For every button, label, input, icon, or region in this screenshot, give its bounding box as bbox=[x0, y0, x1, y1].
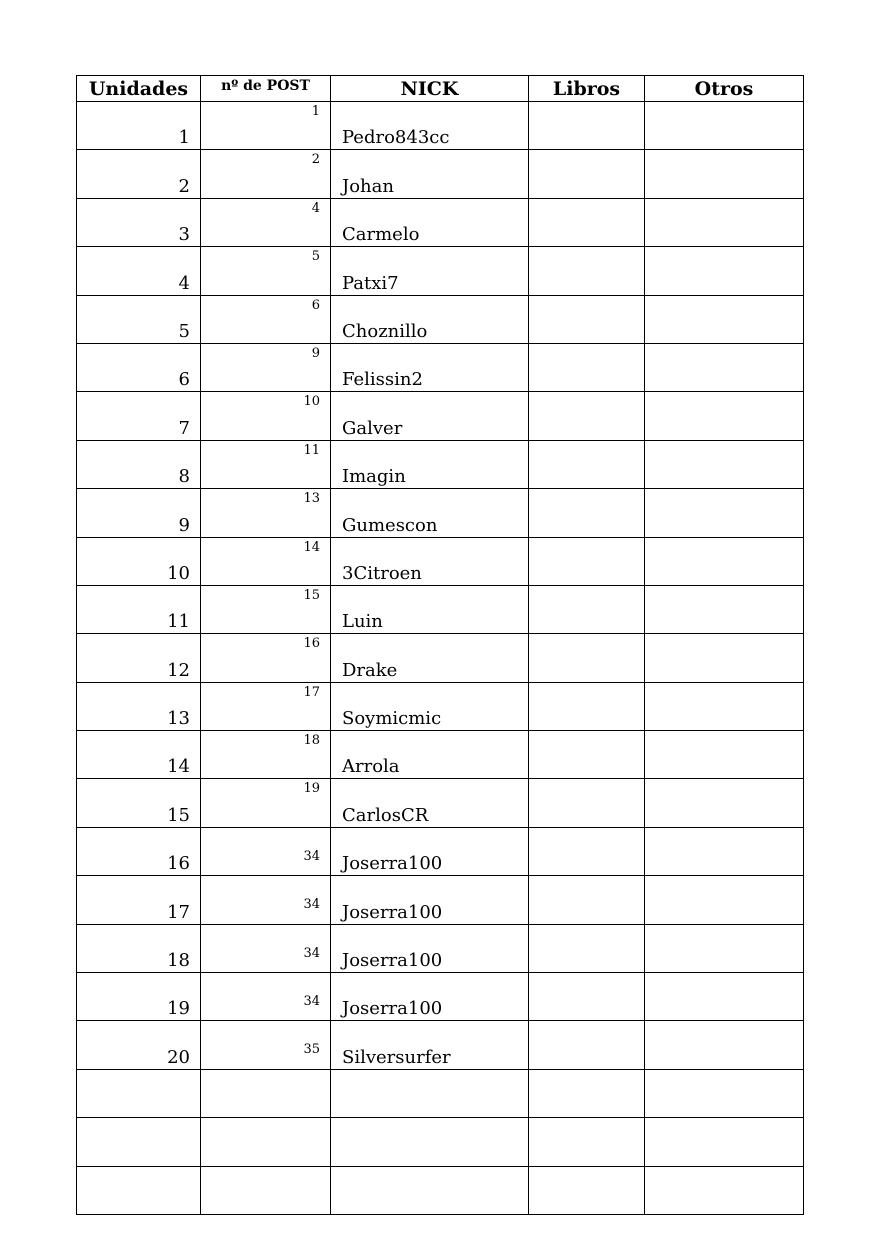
post-number: 5 bbox=[311, 249, 320, 265]
libros-cell bbox=[529, 1021, 645, 1069]
post-cell bbox=[201, 440, 331, 488]
table-row bbox=[77, 150, 804, 198]
table-row bbox=[77, 489, 804, 537]
table-row bbox=[77, 924, 804, 972]
post-cell bbox=[201, 1021, 331, 1069]
unit-cell: 8 bbox=[77, 440, 201, 488]
nick-cell bbox=[331, 1118, 529, 1166]
otros-cell bbox=[645, 924, 804, 972]
header-post: nº de POST bbox=[201, 76, 331, 102]
table-row bbox=[77, 102, 804, 150]
otros-cell bbox=[645, 489, 804, 537]
table-row bbox=[77, 585, 804, 633]
post-number: 4 bbox=[311, 200, 320, 216]
unit-cell: 15 bbox=[77, 779, 201, 827]
nick-cell bbox=[331, 1069, 529, 1117]
libros-cell bbox=[529, 489, 645, 537]
otros-cell bbox=[645, 682, 804, 730]
nick-cell: Drake bbox=[331, 634, 529, 682]
header-nick: NICK bbox=[331, 76, 529, 102]
nick-cell: Joserra100 bbox=[331, 973, 529, 1021]
libros-cell bbox=[529, 682, 645, 730]
nick-cell: Felissin2 bbox=[331, 343, 529, 391]
unit-cell: 19 bbox=[77, 973, 201, 1021]
otros-cell bbox=[645, 392, 804, 440]
nick-cell: Soymicmic bbox=[331, 682, 529, 730]
table-row bbox=[77, 1118, 804, 1166]
unit-cell: 1 bbox=[77, 102, 201, 150]
otros-cell bbox=[645, 634, 804, 682]
otros-cell bbox=[645, 295, 804, 343]
post-cell bbox=[201, 1069, 331, 1117]
post-cell bbox=[201, 924, 331, 972]
libros-cell bbox=[529, 634, 645, 682]
post-cell bbox=[201, 537, 331, 585]
otros-cell bbox=[645, 102, 804, 150]
libros-cell bbox=[529, 343, 645, 391]
table-row bbox=[77, 779, 804, 827]
libros-cell bbox=[529, 198, 645, 246]
post-number: 35 bbox=[303, 1042, 320, 1058]
post-number: 14 bbox=[303, 539, 320, 555]
table-row bbox=[77, 973, 804, 1021]
header-row bbox=[77, 76, 804, 102]
nick-cell: Imagin bbox=[331, 440, 529, 488]
otros-cell bbox=[645, 1166, 804, 1214]
post-number: 16 bbox=[303, 636, 320, 652]
post-cell bbox=[201, 392, 331, 440]
unit-cell: 10 bbox=[77, 537, 201, 585]
unit-cell bbox=[77, 1069, 201, 1117]
libros-cell bbox=[529, 247, 645, 295]
post-cell bbox=[201, 779, 331, 827]
registration-table bbox=[76, 75, 804, 1215]
table-row bbox=[77, 1021, 804, 1069]
otros-cell bbox=[645, 779, 804, 827]
post-number: 34 bbox=[303, 897, 320, 913]
nick-cell: Joserra100 bbox=[331, 827, 529, 875]
otros-cell bbox=[645, 343, 804, 391]
post-cell bbox=[201, 682, 331, 730]
header-unidades: Unidades bbox=[77, 76, 201, 102]
post-number: 17 bbox=[303, 684, 320, 700]
libros-cell bbox=[529, 827, 645, 875]
nick-cell: Carmelo bbox=[331, 198, 529, 246]
unit-cell: 16 bbox=[77, 827, 201, 875]
libros-cell bbox=[529, 295, 645, 343]
post-cell bbox=[201, 102, 331, 150]
post-number: 19 bbox=[303, 781, 320, 797]
table-row bbox=[77, 731, 804, 779]
post-number: 1 bbox=[311, 104, 320, 119]
unit-cell: 11 bbox=[77, 585, 201, 633]
unit-cell: 6 bbox=[77, 343, 201, 391]
otros-cell bbox=[645, 876, 804, 924]
post-cell bbox=[201, 827, 331, 875]
unit-cell: 18 bbox=[77, 924, 201, 972]
libros-cell bbox=[529, 1118, 645, 1166]
post-cell bbox=[201, 634, 331, 682]
unit-cell: 4 bbox=[77, 247, 201, 295]
otros-cell bbox=[645, 973, 804, 1021]
header-otros: Otros bbox=[645, 76, 804, 102]
otros-cell bbox=[645, 731, 804, 779]
unit-cell: 7 bbox=[77, 392, 201, 440]
table-row bbox=[77, 537, 804, 585]
post-number: 13 bbox=[303, 491, 320, 507]
otros-cell bbox=[645, 1069, 804, 1117]
post-number: 2 bbox=[311, 152, 320, 168]
post-cell bbox=[201, 295, 331, 343]
table-row bbox=[77, 682, 804, 730]
post-cell bbox=[201, 198, 331, 246]
nick-cell: Gumescon bbox=[331, 489, 529, 537]
libros-cell bbox=[529, 440, 645, 488]
table-row bbox=[77, 392, 804, 440]
unit-cell: 9 bbox=[77, 489, 201, 537]
post-cell bbox=[201, 150, 331, 198]
nick-cell: Pedro843cc bbox=[331, 102, 529, 150]
nick-cell: Joserra100 bbox=[331, 924, 529, 972]
post-number: 6 bbox=[311, 297, 320, 313]
libros-cell bbox=[529, 1166, 645, 1214]
post-number: 9 bbox=[311, 345, 320, 361]
post-cell bbox=[201, 731, 331, 779]
otros-cell bbox=[645, 150, 804, 198]
nick-cell: Patxi7 bbox=[331, 247, 529, 295]
nick-cell: 3Citroen bbox=[331, 537, 529, 585]
post-number: 10 bbox=[303, 394, 320, 410]
table-row bbox=[77, 634, 804, 682]
libros-cell bbox=[529, 973, 645, 1021]
post-number: 34 bbox=[303, 848, 320, 864]
unit-cell: 12 bbox=[77, 634, 201, 682]
libros-cell bbox=[529, 1069, 645, 1117]
unit-cell bbox=[77, 1118, 201, 1166]
table-row bbox=[77, 440, 804, 488]
nick-cell: CarlosCR bbox=[331, 779, 529, 827]
libros-cell bbox=[529, 392, 645, 440]
post-number: 34 bbox=[303, 994, 320, 1010]
post-number: 34 bbox=[303, 945, 320, 961]
post-cell bbox=[201, 1118, 331, 1166]
table-row bbox=[77, 1069, 804, 1117]
post-cell bbox=[201, 876, 331, 924]
table-row bbox=[77, 343, 804, 391]
otros-cell bbox=[645, 440, 804, 488]
otros-cell bbox=[645, 1118, 804, 1166]
nick-cell: Arrola bbox=[331, 731, 529, 779]
otros-cell bbox=[645, 1021, 804, 1069]
unit-cell bbox=[77, 1166, 201, 1214]
otros-cell bbox=[645, 247, 804, 295]
post-cell bbox=[201, 247, 331, 295]
unit-cell: 13 bbox=[77, 682, 201, 730]
unit-cell: 5 bbox=[77, 295, 201, 343]
header-libros: Libros bbox=[529, 76, 645, 102]
otros-cell bbox=[645, 585, 804, 633]
post-number: 18 bbox=[303, 733, 320, 749]
libros-cell bbox=[529, 924, 645, 972]
libros-cell bbox=[529, 585, 645, 633]
table-row bbox=[77, 1166, 804, 1214]
post-number: 11 bbox=[303, 442, 320, 458]
post-cell bbox=[201, 973, 331, 1021]
libros-cell bbox=[529, 537, 645, 585]
libros-cell bbox=[529, 102, 645, 150]
unit-cell: 2 bbox=[77, 150, 201, 198]
post-cell bbox=[201, 343, 331, 391]
libros-cell bbox=[529, 150, 645, 198]
unit-cell: 14 bbox=[77, 731, 201, 779]
libros-cell bbox=[529, 876, 645, 924]
table-row bbox=[77, 876, 804, 924]
nick-cell: Johan bbox=[331, 150, 529, 198]
libros-cell bbox=[529, 731, 645, 779]
table-row bbox=[77, 295, 804, 343]
post-cell bbox=[201, 1166, 331, 1214]
unit-cell: 17 bbox=[77, 876, 201, 924]
nick-cell bbox=[331, 1166, 529, 1214]
otros-cell bbox=[645, 537, 804, 585]
table-row bbox=[77, 827, 804, 875]
post-number: 15 bbox=[303, 587, 320, 603]
nick-cell: Silversurfer bbox=[331, 1021, 529, 1069]
nick-cell: Galver bbox=[331, 392, 529, 440]
unit-cell: 20 bbox=[77, 1021, 201, 1069]
nick-cell: Choznillo bbox=[331, 295, 529, 343]
otros-cell bbox=[645, 827, 804, 875]
post-cell bbox=[201, 585, 331, 633]
libros-cell bbox=[529, 779, 645, 827]
otros-cell bbox=[645, 198, 804, 246]
table-row bbox=[77, 247, 804, 295]
post-cell bbox=[201, 489, 331, 537]
unit-cell: 3 bbox=[77, 198, 201, 246]
nick-cell: Luin bbox=[331, 585, 529, 633]
table-row bbox=[77, 198, 804, 246]
nick-cell: Joserra100 bbox=[331, 876, 529, 924]
